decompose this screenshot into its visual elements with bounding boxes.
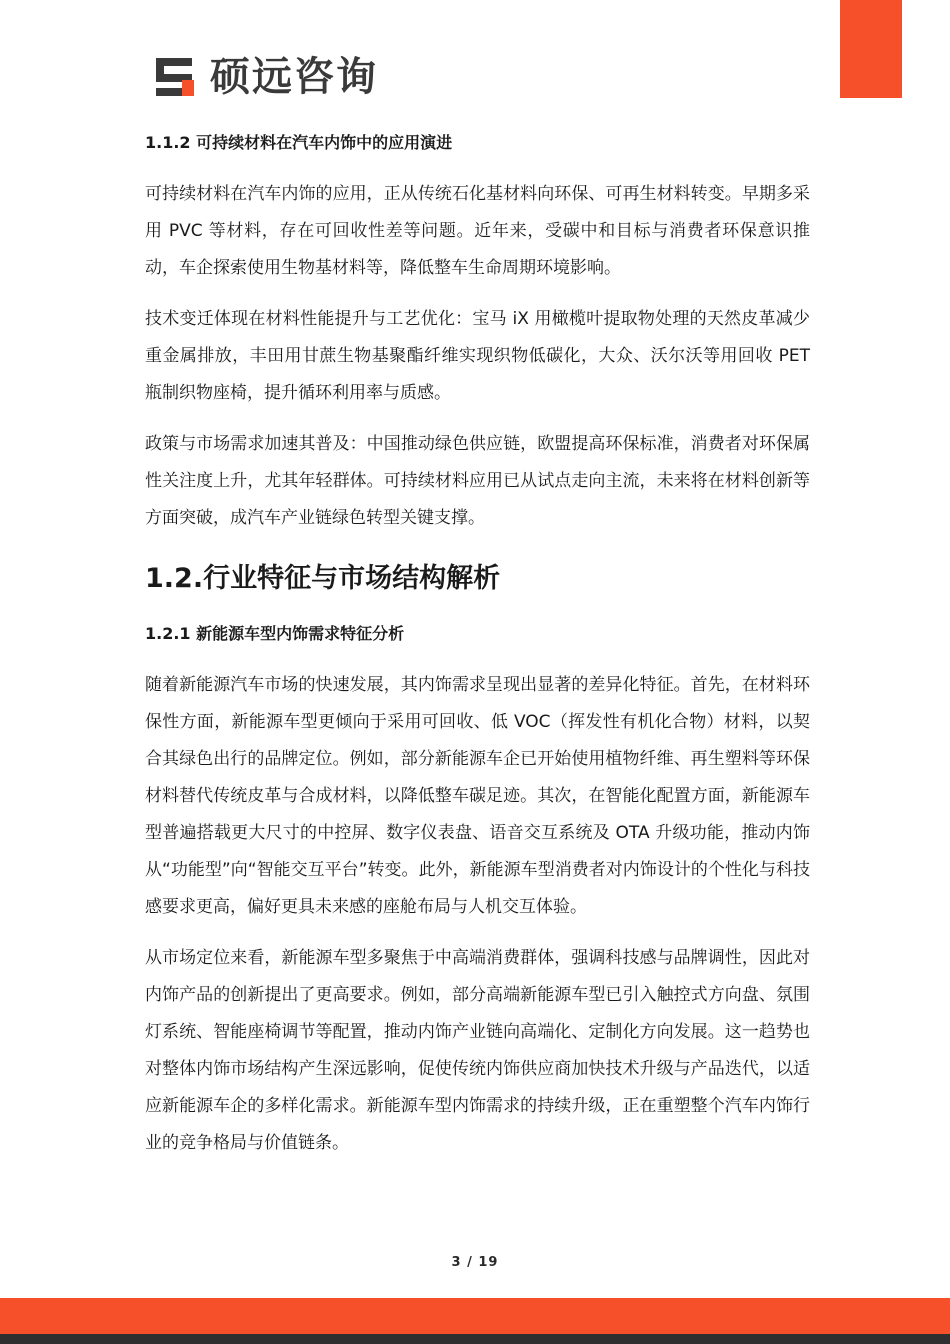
paragraph: 技术变迁体现在材料性能提升与工艺优化：宝马 iX 用橄榄叶提取物处理的天然皮革减少重金属排放，丰田用甘蔗生物基聚酯纤维实现织物低碳化，大众、沃尔沃等用回收 PET 瓶制织物座椅，提升循环利用率与质感。 xyxy=(145,309,810,403)
brand-name: 硕远咨询 xyxy=(210,54,378,100)
brand-logo-icon xyxy=(152,54,198,100)
document-body xyxy=(145,120,810,1176)
corner-accent-tab xyxy=(840,0,902,98)
brand-logo xyxy=(152,52,378,102)
footer-accent-bar xyxy=(0,1298,950,1334)
page-number: 3 / 19 xyxy=(451,1255,499,1270)
section-heading-1-1-2: 1.1.2 可持续材料在汽车内饰中的应用演进 xyxy=(145,133,453,152)
paragraph: 从市场定位来看，新能源车型多聚焦于中高端消费群体，强调科技感与品牌调性，因此对内饰产品的创新提出了更高要求。例如，部分高端新能源车型已引入触控式方向盘、氛围灯系统、智能座椅调节等配置，推动内饰产业链向高端化、定制化方向发展。这一趋势也对整体内饰市场结构产生深远影响，促使传统内饰供应商加快技术升级与产品迭代，以适应新能源车企的多样化需求。新能源车型内饰需求的持续升级，正在重塑整个汽车内饰行业的竞争格局与价值链条。 xyxy=(145,948,810,1153)
paragraph: 政策与市场需求加速其普及：中国推动绿色供应链，欧盟提高环保标准，消费者对环保属性关注度上升，尤其年轻群体。可持续材料应用已从试点走向主流，未来将在材料创新等方面突破，成汽车产业链绿色转型关键支撑。 xyxy=(145,434,810,528)
paragraph: 随着新能源汽车市场的快速发展，其内饰需求呈现出显著的差异化特征。首先，在材料环保性方面，新能源车型更倾向于采用可回收、低 VOC（挥发性有机化合物）材料，以契合其绿色出行的品牌定位。例如，部分新能源车企已开始使用植物纤维、再生塑料等环保材料替代传统皮革与合成材料，以降低整车碳足迹。其次，在智能化配置方面，新能源车型普遍搭载更大尺寸的中控屏、数字仪表盘、语音交互系统及 OTA 升级功能，推动内饰从“功能型”向“智能交互平台”转变。此外，新能源车型消费者对内饰设计的个性化与科技感要求更高，偏好更具未来感的座舱布局与人机交互体验。 xyxy=(145,675,810,917)
section-heading-1-2-1: 1.2.1 新能源车型内饰需求特征分析 xyxy=(145,624,405,643)
paragraph: 可持续材料在汽车内饰的应用，正从传统石化基材料向环保、可再生材料转变。早期多采用 PVC 等材料，存在可回收性差等问题。近年来，受碳中和目标与消费者环保意识推动，车企探索使用生物基材料等，降低整车生命周期环境影响。 xyxy=(145,184,810,278)
footer-dark-bar xyxy=(0,1334,950,1344)
section-heading-1-2: 1.2.行业特征与市场结构解析 xyxy=(145,563,501,594)
